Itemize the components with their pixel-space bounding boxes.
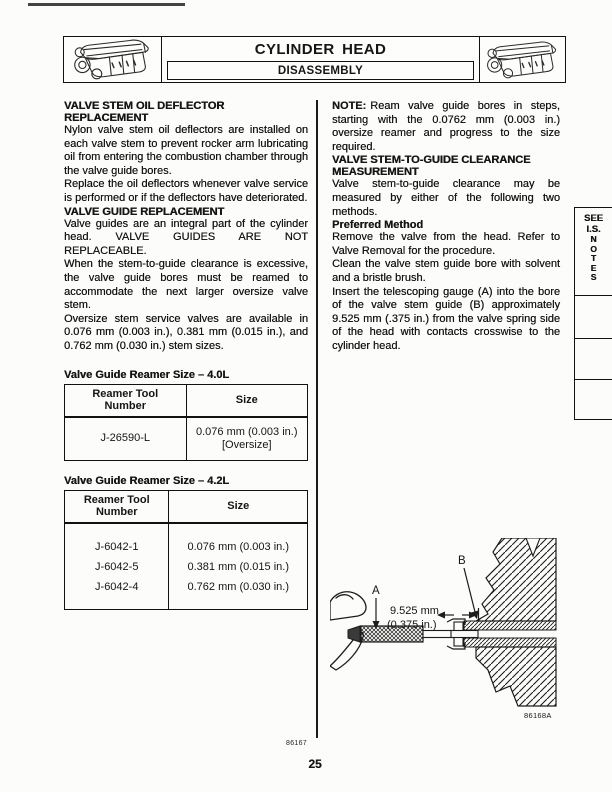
engine-line-drawing bbox=[483, 39, 563, 81]
paragraph: Nylon valve stem oil deflectors are installed on each valve stem to prevent rocker arm lubricating oil from entering the combustion chamber through the valve guide bores. bbox=[64, 124, 308, 177]
paragraph: Remove the valve from the head. Refer to Valve Removal for the procedure. bbox=[332, 231, 560, 257]
paragraph: When the stem-to-guide clearance is excessive, the valve guide bores must be reamed to accommodate the next larger oversize valve stem. bbox=[64, 258, 308, 312]
tab-text-see: SEE bbox=[583, 213, 603, 224]
section-heading-valve-guide: VALVE GUIDE REPLACEMENT bbox=[64, 205, 225, 218]
paragraph: Insert the telescoping gauge (A) into the bore of the valve stem guide (B) approximately 9.525 mm (.375 in.) from the valve spring side of the head with contacts crosswise to the cylinder head. bbox=[332, 285, 560, 352]
callout-a-label: A bbox=[372, 585, 380, 597]
empty-tab-cell bbox=[575, 296, 612, 339]
table-row-tool: J-6042-1 bbox=[95, 540, 139, 553]
table-body bbox=[65, 523, 308, 610]
table-header-row bbox=[65, 384, 308, 417]
notes-tab-cell bbox=[575, 208, 612, 296]
page-number: 25 bbox=[308, 757, 322, 771]
tab-letter: O bbox=[590, 243, 597, 254]
empty-tab-cell bbox=[575, 380, 612, 420]
table-caption-40l: Valve Guide Reamer Size – 4.0L bbox=[64, 368, 230, 381]
table-row-tool: J-6042-5 bbox=[95, 560, 139, 573]
figure-code-right: 86168A bbox=[524, 711, 552, 720]
gauge-contact-bar bbox=[451, 631, 478, 638]
right-column bbox=[332, 100, 560, 354]
column-divider bbox=[316, 100, 318, 738]
table-caption-42l: Valve Guide Reamer Size – 4.2L bbox=[64, 474, 230, 487]
paragraph: Replace the oil deflectors whenever valve service is performed or if the deflectors have deteriorated. bbox=[64, 178, 308, 204]
tool-number-cell: J-26590-L bbox=[100, 432, 151, 444]
column-header-size: Size bbox=[169, 490, 308, 523]
dimension-text-in: (0.375 in.) bbox=[387, 619, 437, 631]
figure-code-left: 86167 bbox=[286, 740, 307, 747]
table-row-tool: J-6042-4 bbox=[95, 580, 139, 593]
guide-bore-wall-bottom bbox=[464, 638, 556, 647]
scan-artifact-line bbox=[28, 3, 185, 6]
column-header-size: Size bbox=[186, 384, 308, 417]
paragraph: Valve stem-to-guide clearance may be measured by either of the following two methods. bbox=[332, 178, 560, 218]
note-paragraph bbox=[332, 100, 560, 154]
gauge-illustration bbox=[330, 538, 580, 738]
table-row-size: 0.381 mm (0.015 in.) bbox=[187, 560, 289, 573]
note-label: NOTE: bbox=[332, 100, 367, 112]
dimension-text-mm: 9.525 mm bbox=[390, 605, 439, 617]
column-header-tool: Reamer Tool Number bbox=[65, 384, 187, 417]
tab-letter: T bbox=[590, 253, 597, 264]
tab-text-is: I.S. bbox=[586, 224, 601, 235]
paragraph: Clean the valve stem guide bore with solvent and a bristle brush. bbox=[332, 258, 560, 284]
page-title: CYLINDER HEAD bbox=[254, 40, 387, 58]
tab-letter: S bbox=[590, 272, 597, 283]
paragraph: Valve guides are an integral part of the cylinder head. VALVE GUIDES ARE NOT REPLACEABLE. bbox=[64, 217, 308, 257]
dimension-arrows bbox=[437, 608, 479, 622]
see-is-notes-tab bbox=[574, 207, 612, 420]
table-row bbox=[65, 417, 308, 461]
column-header-tool: Reamer Tool Number bbox=[65, 490, 169, 523]
telescoping-gauge-figure bbox=[330, 538, 580, 738]
size-cell bbox=[186, 417, 308, 461]
left-column bbox=[64, 100, 308, 610]
tool-number-cell bbox=[65, 523, 169, 610]
tab-letter: N bbox=[590, 234, 597, 244]
empty-tab-cell bbox=[575, 339, 612, 380]
head-section-upper bbox=[476, 538, 556, 621]
table-row-size: 0.076 mm (0.003 in.) bbox=[187, 540, 289, 553]
callout-b-label: B bbox=[458, 555, 466, 567]
guide-bore-wall-top bbox=[464, 621, 556, 630]
section-heading-oil-deflector: VALVE STEM OIL DEFLECTOR REPLACEMENT bbox=[64, 100, 225, 124]
subheading-preferred-method: Preferred Method bbox=[332, 219, 424, 232]
size-note: [Oversize] bbox=[221, 438, 272, 451]
header-title-box bbox=[161, 37, 480, 82]
engine-line-drawing bbox=[67, 37, 159, 82]
page-header bbox=[63, 36, 566, 83]
page-subtitle-box bbox=[167, 61, 474, 80]
callout-b-line bbox=[464, 568, 475, 612]
reamer-table-40l bbox=[64, 384, 308, 461]
gauge-rod bbox=[423, 631, 452, 638]
size-cell bbox=[169, 523, 308, 610]
head-section-lower bbox=[476, 647, 556, 706]
section-heading-clearance: VALVE STEM-TO-GUIDE CLEARANCE MEASUREMENT bbox=[332, 154, 531, 179]
size-value: 0.076 mm (0.003 in.) bbox=[196, 425, 298, 438]
engine-icon-right bbox=[480, 37, 565, 82]
tab-letter: E bbox=[590, 262, 597, 273]
reamer-table-42l bbox=[64, 490, 308, 610]
engine-icon-left bbox=[64, 37, 161, 82]
page-subtitle: DISASSEMBLY bbox=[277, 64, 364, 77]
note-text: Ream valve guide bores in steps, starting with the 0.0762 mm (0.003 in.) oversize reamer and progress to the size required. bbox=[332, 100, 560, 153]
table-header-row bbox=[65, 490, 308, 523]
table-row-size: 0.762 mm (0.030 in.) bbox=[187, 580, 289, 593]
paragraph: Oversize stem service valves are available in 0.076 mm (0.003 in.), 0.381 mm (0.015 in.), and 0.762 mm (0.030 in.) stem sizes. bbox=[64, 312, 308, 352]
gauge-tip bbox=[348, 626, 360, 642]
